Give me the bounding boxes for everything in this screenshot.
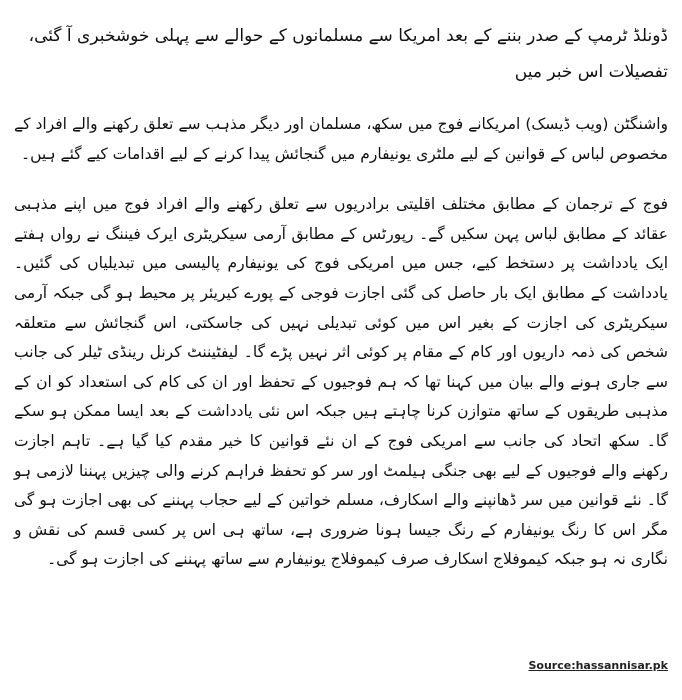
source-credit: Source:hassannisar.pk [528, 659, 668, 672]
article-paragraph-intro: واشنگٹن (ویب ڈیسک) امریکانے فوج میں سکھ، مسلمان اور دیگر مذہب سے تعلق رکھنے والے افراد کے مخصوص لباس کے قوانین کے لیے ملٹری یونیفارم میں گنجائش پیدا کرنے کے لیے اقدامات کیے گئے ہیں۔ [14, 115, 668, 163]
article-headline: ڈونلڈ ٹرمپ کے صدر بننے کے بعد امریکا سے مسلمانوں کے حوالے سے پہلی خوشخبری آ گئی، تفصیلات اس خبر میں [28, 26, 668, 82]
article-paragraph-body: فوج کے ترجمان کے مطابق مختلف اقلیتی برادریوں سے تعلق رکھنے والے افراد فوج میں اپنے مذہبی عقائد کے مطابق لباس پہن سکیں گے۔ رپورٹس کے مطابق آرمی سیکریٹری ایرک فیننگ نے رواں ہفتے ایک یادداشت پر دستخط کیے، جس میں امریکی فوج کی یونیفارم پالیسی میں تبدیلیاں کی گئیں۔ یادداشت کے مطابق ایک بار حاصل کی گئی اجازت فوجی کے پورے کیریئر پر محیط ہو گی جبکہ آرمی سیکریٹری کی اجازت کے بغیر اس میں کوئی تبدیلی نہیں کی جاسکتی، اس گنجائش سے متعلقہ شخص کی ذمہ داریوں اور کام کے مقام پر کوئی اثر نہیں پڑے گا۔ لیفٹیننٹ کرنل رینڈی ٹیلر کی جانب سے جاری ہونے والے بیان میں کہنا تھا کہ ہم فوجیوں کے تحفظ اور ان کی کام کی استعداد کو ان کے مذہبی طریقوں کے ساتھ متوازن کرنا چاہتے ہیں جبکہ اس نئی یادداشت کے بعد ایسا ممکن ہو سکے گا۔ سکھ اتحاد کی جانب سے امریکی فوج کے ان نئے قوانین کا خیر مقدم کیا گیا ہے۔ تاہم اجازت رکھنے والے فوجیوں کے لیے بھی جنگی ہیلمٹ اور سر کو تحفظ فراہم کرنے والی چیزیں پہننا لازمی ہو گا۔ نئے قوانین میں سر ڈھانپنے والے اسکارف، مسلم خواتین کے لیے حجاب پہننے کی بھی اجازت ہو گی مگر اس کا رنگ یونیفارم کے رنگ جیسا ہونا ضروری ہے، ساتھ ہی اس پر کسی قسم کی نقش و نگاری نہ ہو جبکہ کیموفلاج اسکارف صرف کیموفلاج یونیفارم سے ساتھ پہننے کی اجازت ہو گی۔ [14, 195, 668, 569]
